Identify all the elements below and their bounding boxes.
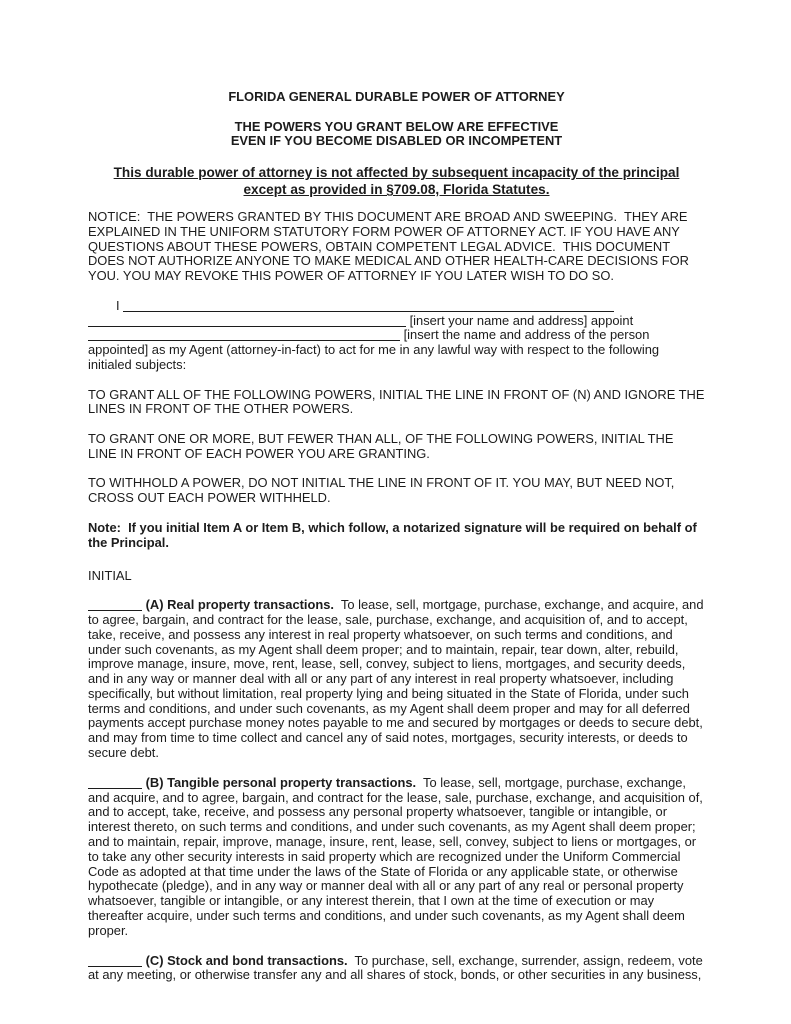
principal-name-address-blank-line-1: [123, 311, 614, 312]
power-item-b: [88, 776, 705, 939]
notice-paragraph: NOTICE: THE POWERS GRANTED BY THIS DOCUMENT ARE BROAD AND SWEEPING. THEY ARE EXPLAINED IN THE UNIFORM STATUTORY FORM POWER OF ATTORNEY ACT. IF YOU HAVE ANY QUESTIONS ABOUT THESE POWERS, OBTAIN COMPETENT LEGAL ADVICE. THIS DOCUMENT DOES NOT AUTHORIZE ANYONE TO MAKE MEDICAL AND OTHER HEALTH-CARE DECISIONS FOR YOU. YOU MAY REVOKE THIS POWER OF ATTORNEY IF YOU LATER WISH TO DO SO.: [88, 208, 693, 284]
power-title-a: (A) Real property transactions.: [145, 597, 334, 613]
power-text-b: To lease, sell, mortgage, purchase, exchange, and acquire, and to agree, bargain, and contract for the lease, sale, purchase, exchange, and acquisition of, and to accept, take, receive, and possess any personal property whatsoever, tangible or intangible, or interest thereto, on such terms and conditions, and under such covenants, as my Agent shall deem proper; and to maintain, repair, improve, manage, insure, rent, lease, sell, convey, subject to liens or mortgages, or to take any other security interests in said property which are recognized under the Uniform Commercial Code as adopted at that time under the laws of the State of Florida or any applicable state, or otherwise hypothecate (pledge), and in any way or manner deal with all or any part of any real or personal property whatsoever, tangible or intangible, or any interest therein, that I own at the time of execution or may thereafter acquire, under such terms and conditions, and under such covenants, as my Agent shall deem proper.: [88, 774, 707, 938]
appointment-paragraph: [88, 299, 705, 373]
principal-name-address-blank-line-2: [88, 326, 406, 327]
initial-blank-a: [88, 610, 142, 611]
initial-label: INITIAL: [88, 568, 132, 584]
appointment-prefix: I: [116, 297, 120, 313]
subtitle-line-2: EVEN IF YOU BECOME DISABLED OR INCOMPETENT: [230, 133, 563, 149]
power-item-c: [88, 954, 705, 984]
notarization-note: Note: If you initial Item A or Item B, which follow, a notarized signature will be required on behalf of the Principal.: [88, 519, 701, 550]
agent-name-address-blank: [88, 340, 400, 341]
appointment-continuation: appointed] as my Agent (attorney-in-fact) to act for me in any lawful way with respect to the following initialed subjects:: [88, 342, 663, 372]
power-title-c: (C) Stock and bond transactions.: [145, 952, 348, 968]
insert-name-label: [insert your name and address] appoint: [406, 312, 634, 328]
document-subtitle: [88, 120, 705, 150]
incapacity-heading: [88, 164, 705, 198]
incapacity-heading-line-2: except as provided in §709.08, Florida Statutes.: [243, 181, 550, 197]
document-title: FLORIDA GENERAL DURABLE POWER OF ATTORNEY: [228, 89, 565, 104]
power-text-a: To lease, sell, mortgage, purchase, exchange, and acquire, and to agree, bargain, and contract for the lease, sale, purchase, exchange, and acquisition of, and to accept, take, receive, and possess any interest in real property whatsoever, on such terms and conditions, and under such covenants, as my Agent shall deem proper; and to maintain, repair, tear down, alter, rebuild, improve manage, insure, move, rent, lease, sell, convey, subject to liens, mortgages, and security deeds, and in any way or manner deal with all or any part of any interest in real property whatsoever, including specifically, but without limitation, real property lying and being situated in the State of Florida, under such terms and conditions, and under such covenants, as my Agent shall deem proper and may for all deferred payments accept purchase money notes payable to me and secured by mortgages or deeds to secure debt, and may from time to time collect and cancel any of said notes, mortgages, security interests, or deeds to secure debt.: [88, 597, 708, 761]
initial-blank-b: [88, 788, 142, 789]
instruction-grant-all: TO GRANT ALL OF THE FOLLOWING POWERS, INITIAL THE LINE IN FRONT OF (N) AND IGNORE THE LINES IN FRONT OF THE OTHER POWERS.: [88, 386, 709, 417]
insert-agent-label: [insert the name and address of the person: [400, 327, 650, 343]
initial-blank-c: [88, 966, 142, 967]
subtitle-line-1: THE POWERS YOU GRANT BELOW ARE EFFECTIVE: [234, 118, 559, 134]
power-text-c: To purchase, sell, exchange, surrender, assign, redeem, vote at any meeting, or otherwise transfer any and all shares of stock, bonds, or other securities in any business,: [88, 952, 707, 983]
instruction-withhold: TO WITHHOLD A POWER, DO NOT INITIAL THE LINE IN FRONT OF IT. YOU MAY, BUT NEED NOT, CROSS OUT EACH POWER WITHHELD.: [88, 475, 678, 506]
power-title-b: (B) Tangible personal property transactions.: [145, 774, 417, 790]
incapacity-heading-line-1: This durable power of attorney is not affected by subsequent incapacity of the principal: [113, 164, 680, 180]
instruction-grant-some: TO GRANT ONE OR MORE, BUT FEWER THAN ALL, OF THE FOLLOWING POWERS, INITIAL THE LINE IN FRONT OF EACH POWER YOU ARE GRANTING.: [88, 430, 678, 461]
power-item-a: [88, 597, 708, 761]
